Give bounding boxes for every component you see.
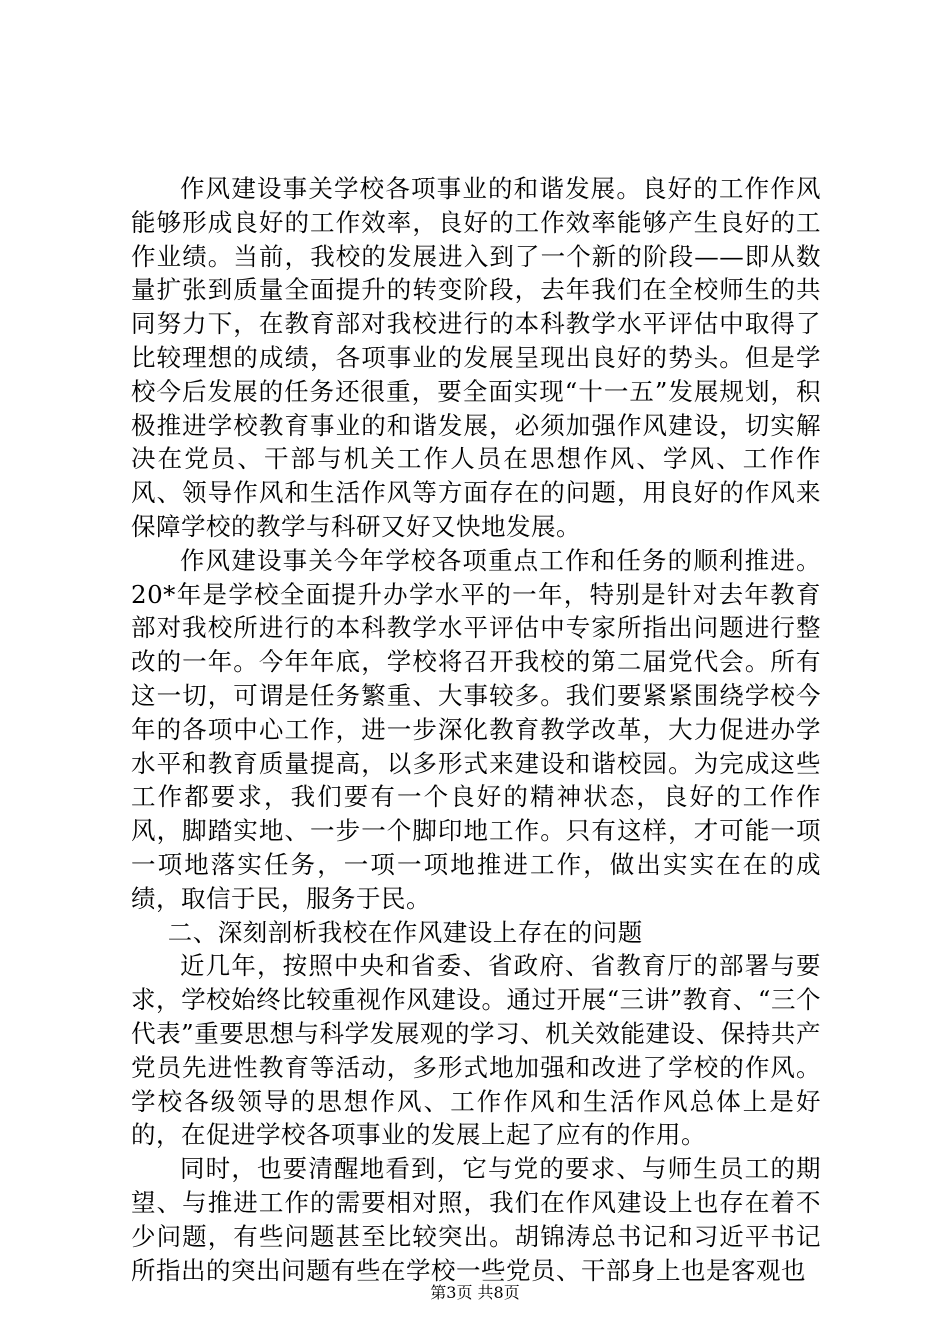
paragraph-problems: 同时，也要清醒地看到，它与党的要求、与师生员工的期望、与推进工作的需要相对照，我们在作风建设上也存在着不少问题，有些问题甚至比较突出。胡锦涛总书记和习近平书记所指出的突出问题有些在学校一些党员、干部身上也是客观也	[131, 1154, 821, 1285]
paragraph-style-harmony: 作风建设事关学校各项事业的和谐发展。良好的工作作风能够形成良好的工作效率，良好的工作效率能够产生良好的工作业绩。当前，我校的发展进入到了一个新的阶段——即从数量扩张到质量全面提升的转变阶段，去年我们在全校师生的共同努力下，在教育部对我校进行的本科教学水平评估中取得了比较理想的成绩，各项事业的发展呈现出良好的势头。但是学校今后发展的任务还很重，要全面实现“十一五”发展规划，积极推进学校教育事业的和谐发展，必须加强作风建设，切实解决在党员、干部与机关工作人员在思想作风、学风、工作作风、领导作风和生活作风等方面存在的问题，用良好的作风来保障学校的教学与科研又好又快地发展。	[131, 174, 821, 541]
paragraph-recent-years: 近几年，按照中央和省委、省政府、省教育厅的部署与要求，学校始终比较重视作风建设。通过开展“三讲”教育、“三个代表”重要思想与科学发展观的学习、机关效能建设、保持共产党员先进性教育等活动，多形式地加强和改进了学校的作风。学校各级领导的思想作风、工作作风和生活作风总体上是好的，在促进学校各项事业的发展上起了应有的作用。	[131, 951, 821, 1150]
document-body	[131, 172, 821, 1287]
section-heading: 二、深刻剖析我校在作风建设上存在的问题	[167, 917, 643, 947]
paragraph-key-work: 作风建设事关今年学校各项重点工作和任务的顺利推进。20*年是学校全面提升办学水平的一年，特别是针对去年教育部对我校所进行的本科教学水平评估中专家所指出问题进行整改的一年。今年年底，学校将召开我校的第二届党代会。所有这一切，可谓是任务繁重、大事较多。我们要紧紧围绕学校今年的各项中心工作，进一步深化教育教学改革，大力促进办学水平和教育质量提高，以多形式来建设和谐校园。为完成这些工作都要求，我们要有一个良好的精神状态，良好的工作作风，脚踏实地、一步一个脚印地工作。只有这样，才可能一项一项地落实任务，一项一项地推进工作，做出实实在在的成绩，取信于民，服务于民。	[131, 545, 821, 913]
page-number-footer: 第3页 共8页	[430, 1283, 520, 1302]
